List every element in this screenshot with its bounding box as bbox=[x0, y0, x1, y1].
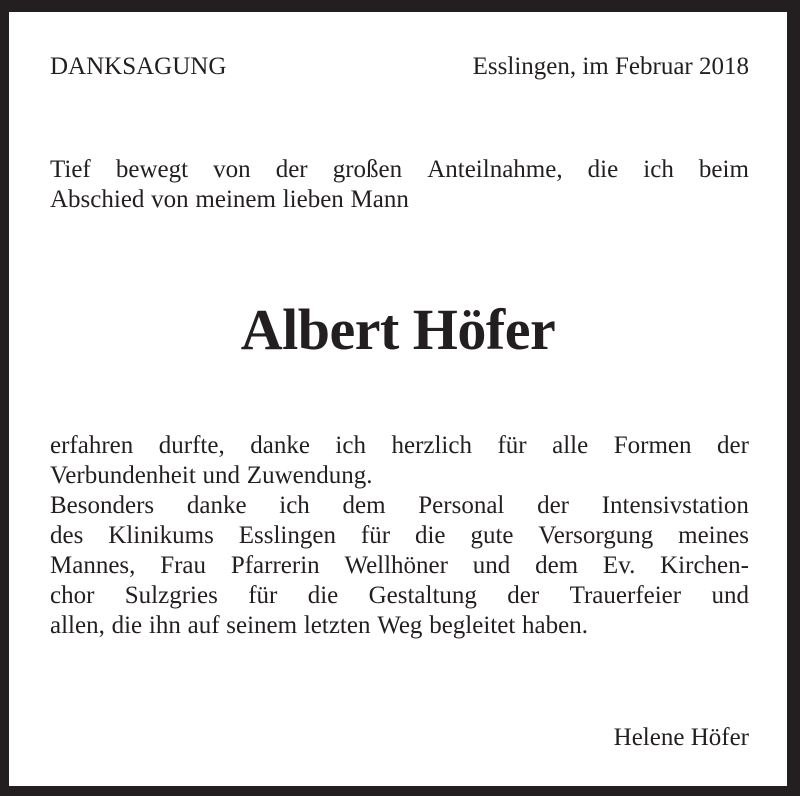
word: des bbox=[50, 522, 84, 549]
word: ich bbox=[279, 492, 310, 519]
word: der bbox=[507, 582, 540, 609]
word: Tief bbox=[50, 156, 91, 183]
word: für bbox=[248, 582, 278, 609]
word: Frau bbox=[160, 552, 207, 579]
word: meines bbox=[678, 522, 749, 549]
word: Weg bbox=[377, 612, 423, 639]
body-line bbox=[50, 521, 749, 551]
word: chor bbox=[50, 582, 95, 609]
word: die bbox=[587, 156, 619, 183]
word: die bbox=[307, 582, 339, 609]
word: Ev. bbox=[602, 552, 636, 579]
word: von bbox=[151, 186, 189, 213]
word: für bbox=[497, 432, 527, 459]
word: die bbox=[414, 522, 446, 549]
word: meinem bbox=[195, 186, 276, 213]
body-line bbox=[50, 461, 749, 491]
word: Mann bbox=[350, 186, 409, 213]
word: Wellhöner bbox=[344, 552, 448, 579]
word: Intensivstation bbox=[601, 492, 749, 519]
word: Personal bbox=[418, 492, 505, 519]
word: der bbox=[537, 492, 569, 519]
body-line bbox=[50, 551, 749, 581]
body-line bbox=[50, 491, 749, 521]
word: Pfarrerin bbox=[230, 552, 320, 579]
word: danke bbox=[250, 432, 310, 459]
word: allen, bbox=[50, 612, 105, 639]
word: Esslingen bbox=[238, 522, 336, 549]
word: beim bbox=[698, 156, 749, 183]
body-line bbox=[50, 581, 749, 611]
body-paragraph bbox=[50, 431, 749, 641]
word: großen bbox=[332, 156, 403, 183]
word: ich bbox=[335, 432, 366, 459]
word: Klinikums bbox=[108, 522, 214, 549]
word: letzten bbox=[303, 612, 371, 639]
intro-line bbox=[50, 185, 749, 215]
word: ihn bbox=[148, 612, 181, 639]
word: Besonders bbox=[50, 492, 155, 519]
word: durfte, bbox=[158, 432, 225, 459]
word: Formen bbox=[613, 432, 692, 459]
word: von bbox=[213, 156, 251, 183]
word: auf bbox=[187, 612, 220, 639]
place-and-date: Esslingen, im Februar 2018 bbox=[472, 53, 749, 80]
word: dem bbox=[342, 492, 386, 519]
word: die bbox=[111, 612, 143, 639]
word: und bbox=[472, 552, 511, 579]
deceased-name: Albert Höfer bbox=[240, 297, 556, 362]
body-line bbox=[50, 431, 749, 461]
word: Kirchen- bbox=[660, 552, 749, 579]
signature: Helene Höfer bbox=[613, 724, 749, 751]
word: haben. bbox=[522, 612, 588, 639]
word: seinem bbox=[226, 612, 298, 639]
word: gute bbox=[470, 522, 514, 549]
word: erfahren bbox=[50, 432, 134, 459]
word: der bbox=[275, 156, 308, 183]
word: bewegt bbox=[115, 156, 189, 183]
word: Trauerfeier bbox=[569, 582, 682, 609]
word: Zuwendung. bbox=[246, 462, 373, 489]
word: danke bbox=[186, 492, 247, 519]
word: Verbundenheit bbox=[50, 462, 196, 489]
word: und bbox=[711, 582, 749, 609]
word: dem bbox=[535, 552, 579, 579]
word: der bbox=[717, 432, 749, 459]
word: herzlich bbox=[391, 432, 472, 459]
word: Sulzgries bbox=[124, 582, 218, 609]
body-line bbox=[50, 611, 749, 641]
word: Abschied bbox=[50, 186, 145, 213]
intro-line bbox=[50, 155, 749, 185]
word: alle bbox=[552, 432, 589, 459]
intro-paragraph bbox=[50, 155, 749, 215]
word: lieben bbox=[282, 186, 344, 213]
word: Anteilnahme, bbox=[427, 156, 563, 183]
word: ich bbox=[643, 156, 674, 183]
word: begleitet bbox=[429, 612, 516, 639]
word: und bbox=[202, 462, 241, 489]
word: Gestaltung bbox=[368, 582, 477, 609]
word: Mannes, bbox=[50, 552, 136, 579]
word: Versorgung bbox=[538, 522, 654, 549]
word: für bbox=[360, 522, 391, 549]
notice-title: DANKSAGUNG bbox=[50, 53, 227, 80]
obituary-notice bbox=[9, 12, 787, 786]
